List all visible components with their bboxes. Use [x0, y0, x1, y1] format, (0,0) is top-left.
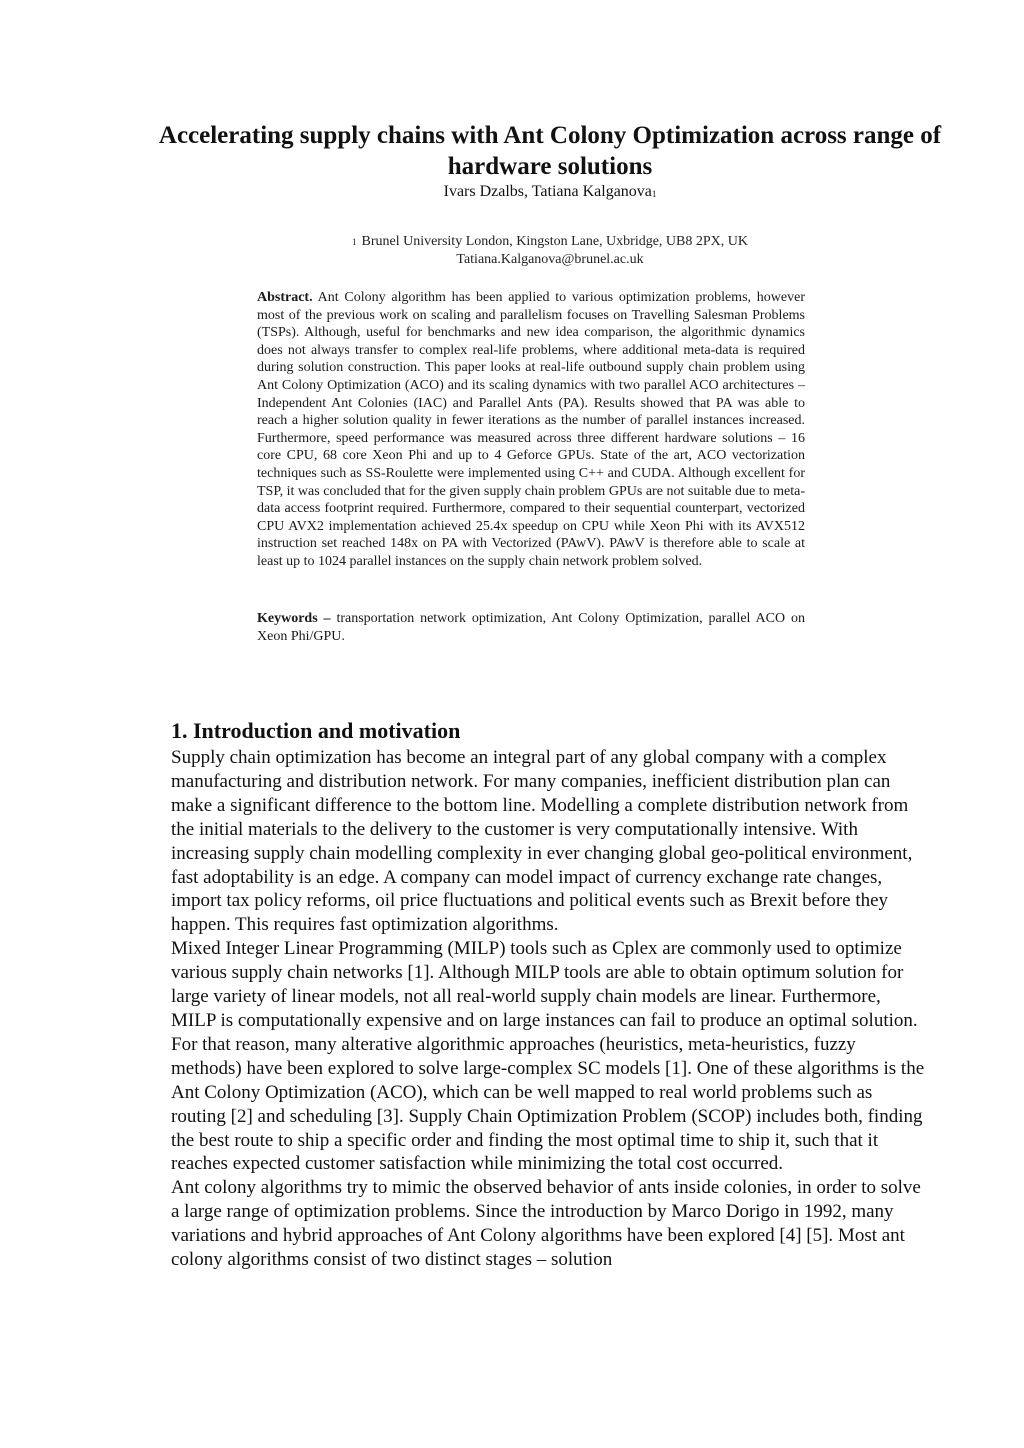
body-paragraph: Mixed Integer Linear Programming (MILP) tools such as Cplex are commonly used to optimize various supply chain networks [1]. Although MILP tools are able to obtain optimum solution for large variety of linear models, not all real-world supply chain models are linear. Furthermore, MILP is computationally expensive and on large instances can fail to produce an optimal solution. For that reason, many alterative algorithmic approaches (heuristics, meta-heuristics, fuzzy methods) have been explored to solve large-complex SC models [1]. One of these algorithms is the Ant Colony Optimization (ACO), which can be well mapped to real world problems such as routing [2] and scheduling [3]. Supply Chain Optimization Problem (SCOP) includes both, finding the best route to ship a specific order and finding the most optimal time to ship it, such that it reaches expected customer satisfaction while minimizing the total cost occurred.: [171, 938, 925, 1175]
affiliation-marker: 1: [351, 237, 357, 247]
body-paragraph: Supply chain optimization has become an integral part of any global company with a complex manufacturing and distribution network. For many companies, inefficient distribution plan can make a significant difference to the bottom line. Modelling a complete distribution network from the initial materials to the delivery to the customer is very computationally intensive. With increasing supply chain modelling complexity in ever changing global geo-political environment, fast adoptability is an edge. A company can model impact of currency exchange rate changes, import tax policy reforms, oil price fluctuations and political events such as Brexit before they happen. This requires fast optimization algorithms.: [171, 747, 913, 936]
body-paragraph: Ant colony algorithms try to mimic the observed behavior of ants inside colonies, in order to solve a large range of optimization problems. Since the introduction by Marco Dorigo in 1992, many variations and hybrid approaches of Ant Colony algorithms have been explored [4] [5]. Most ant colony algorithms consist of two distinct stages – solution: [171, 1177, 921, 1271]
abstract-label: Abstract.: [257, 290, 313, 305]
affiliation: Brunel University London, Kingston Lane, Uxbridge, UB8 2PX, UK: [361, 234, 749, 249]
abstract: [257, 289, 805, 571]
keywords-label: Keywords –: [257, 611, 331, 626]
author-affiliation-marker: 1: [651, 189, 657, 199]
author-email: Tatiana.Kalganova@brunel.ac.uk: [456, 252, 644, 267]
abstract-text: Ant Colony algorithm has been applied to various optimization problems, however most of the previous work on scaling and parallelism focuses on Travelling Salesman Problems (TSPs). Although, useful for benchmarks and new idea comparison, the algorithmic dynamics does not always transfer to complex real-life problems, where additional meta-data is required during solution construction. This paper looks at real-life outbound supply chain problem using Ant Colony Optimization (ACO) and its scaling dynamics with two parallel ACO architectures – Independent Ant Colonies (IAC) and Parallel Ants (PA). Results showed that PA was able to reach a higher solution quality in fewer iterations as the number of parallel instances increased. Furthermore, speed performance was measured across three different hardware solutions – 16 core CPU, 68 core Xeon Phi and up to 4 Geforce GPUs. State of the art, ACO vectorization techniques such as SS-Roulette were implemented using C++ and CUDA. Although excellent for TSP, it was concluded that for the given supply chain problem GPUs are not suitable due to meta-data access footprint required. Furthermore, compared to their sequential counterpart, vectorized CPU AVX2 implementation achieved 25.4x speedup on CPU while Xeon Phi with its AVX512 instruction set reached 148x on PA with Vectorized (PAwV). PAwV is therefore able to scale at least up to 1024 parallel instances on the supply chain network problem solved.: [257, 290, 805, 569]
keywords-text: transportation network optimization, Ant Colony Optimization, parallel ACO on Xeon Phi/GPU.: [257, 611, 805, 644]
keywords: [257, 610, 805, 645]
author-line: [150, 182, 950, 202]
affiliation-line: [150, 233, 950, 251]
authors: Ivars Dzalbs, Tatiana Kalganova: [443, 183, 652, 200]
section-heading: 1. Introduction and motivation: [171, 718, 461, 743]
affiliation-block: [150, 233, 950, 269]
section-body: [171, 746, 926, 1272]
paper-title: Accelerating supply chains with Ant Colony Optimization across range of hardware solutions: [158, 122, 942, 180]
